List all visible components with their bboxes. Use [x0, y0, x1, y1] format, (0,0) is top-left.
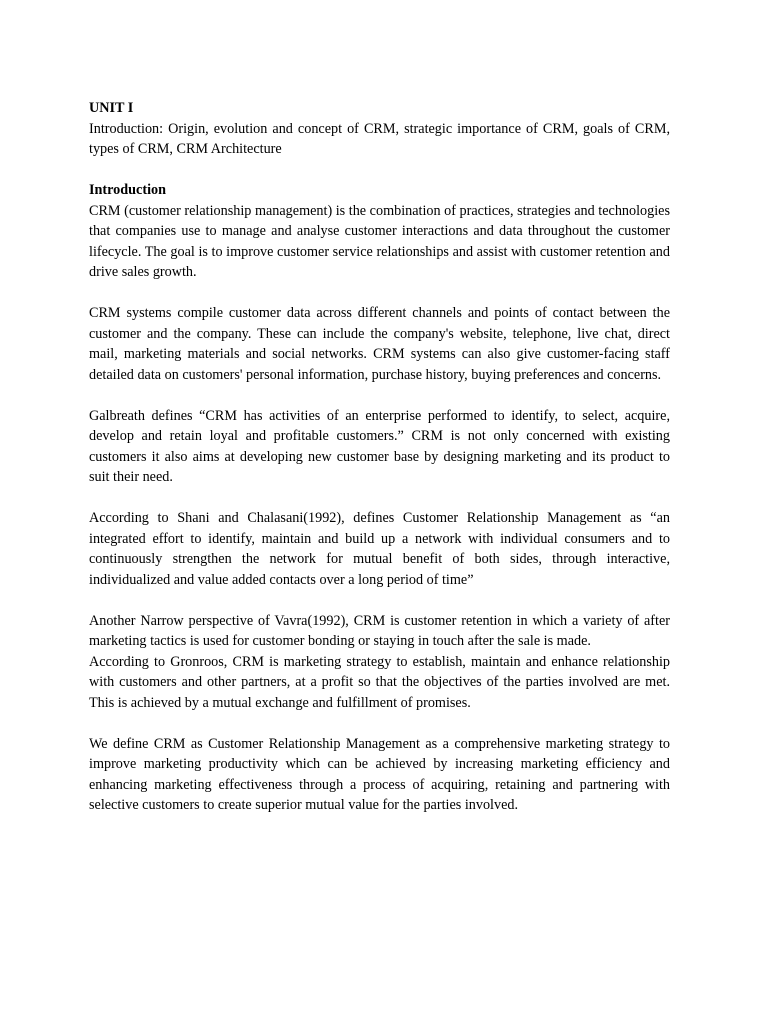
- paragraph-crm-definition: CRM (customer relationship management) is the combination of practices, strategies and technologies that companies use to manage and analyse customer interactions and data throughout the customer lifecycle. The goal is to improve customer service relationships and assist with customer retention and drive sales growth.: [89, 202, 670, 280]
- paragraph-galbreath: Galbreath defines “CRM has activities of an enterprise performed to identify, to select, acquire, develop and retain loyal and profitable customers.” CRM is not only concerned with existing customers it also aims at developing new customer base by designing marketing and its product to suit their need.: [89, 407, 670, 485]
- spacer: [89, 385, 670, 406]
- spacer: [89, 160, 670, 181]
- paragraph-gronroos: According to Gronroos, CRM is marketing strategy to establish, maintain and enhance relationship with customers and other partners, at a profit so that the objectives of the parties involved are met. This is achieved by a mutual exchange and fulfillment of promises.: [89, 653, 670, 711]
- paragraph-vavra: Another Narrow perspective of Vavra(1992), CRM is customer retention in which a variety of after marketing tactics is used for customer bonding or staying in touch after the sale is made.: [89, 612, 670, 649]
- spacer: [89, 713, 670, 734]
- spacer: [89, 590, 670, 611]
- section-heading-introduction: Introduction: [89, 182, 166, 198]
- document-body: [89, 98, 670, 816]
- paragraph-our-definition: We define CRM as Customer Relationship Management as a comprehensive marketing strategy to improve marketing productivity which can be achieved by increasing marketing efficiency and enhancing marketing effectiveness through a process of acquiring, retaining and partnering with selective customers to create superior mutual value for the parties involved.: [89, 735, 670, 813]
- spacer: [89, 488, 670, 509]
- paragraph-crm-systems: CRM systems compile customer data across different channels and points of contact between the customer and the company. These can include the company's website, telephone, live chat, direct mail, marketing materials and social networks. CRM systems can also give customer-facing staff detailed data on customers' personal information, purchase history, buying preferences and concerns.: [89, 305, 670, 383]
- paragraph-shani-chalasani: According to Shani and Chalasani(1992), defines Customer Relationship Management as “an integrated effort to identify, maintain and build up a network with individual consumers and to continuously strengthen the network for mutual benefit of both sides, through interactive, individualized and value added contacts over a long period of time”: [89, 510, 670, 588]
- unit-title: UNIT I: [89, 100, 134, 116]
- unit-syllabus: Introduction: Origin, evolution and concept of CRM, strategic importance of CRM, goals of CRM, types of CRM, CRM Architecture: [89, 120, 670, 157]
- spacer: [89, 283, 670, 304]
